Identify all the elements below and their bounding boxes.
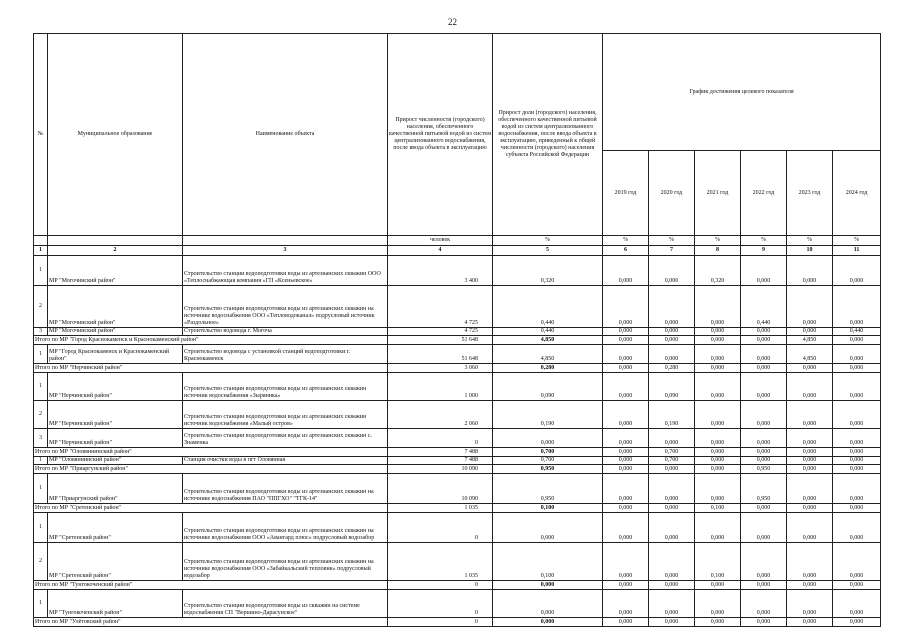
header-year: 2020 год	[649, 151, 695, 236]
year-value-cell: 0,000	[741, 513, 787, 543]
total-row	[34, 581, 881, 590]
column-number: 6	[603, 246, 649, 256]
header-year: 2021 год	[695, 151, 741, 236]
year-value-cell: 0,000	[787, 465, 833, 474]
year-value-cell: 0,000	[787, 401, 833, 429]
year-value-cell: 0,000	[833, 373, 881, 401]
year-value-cell: 0,000	[741, 373, 787, 401]
row-number: 2	[34, 401, 48, 429]
table-body	[34, 256, 881, 627]
population-growth-cell: 1 035	[388, 543, 493, 581]
unit-cell: %	[603, 236, 649, 246]
year-value-cell: 0,100	[695, 504, 741, 513]
year-value-cell: 0,440	[833, 328, 881, 336]
year-value-cell: 0,000	[603, 448, 649, 457]
column-number: 5	[493, 246, 603, 256]
year-value-cell: 0,190	[649, 401, 695, 429]
municipality-cell: МР "Могочинский район"	[48, 256, 183, 286]
population-growth-cell: 0	[388, 429, 493, 448]
population-growth-cell: 0	[388, 581, 493, 590]
share-growth-cell: 0,700	[493, 457, 603, 465]
year-value-cell: 0,000	[695, 448, 741, 457]
population-growth-cell: 2 060	[388, 401, 493, 429]
header-no: №	[34, 34, 48, 236]
year-value-cell: 0,000	[603, 457, 649, 465]
total-row	[34, 364, 881, 373]
year-value-cell: 0,000	[649, 286, 695, 328]
year-value-cell: 0,000	[695, 457, 741, 465]
municipality-cell: МР "Нерчинский район"	[48, 401, 183, 429]
share-growth-cell: 0,100	[493, 543, 603, 581]
year-value-cell: 0,000	[833, 256, 881, 286]
unit-cell: %	[493, 236, 603, 246]
total-label: Итого по МР "Город Краснокаменск и Краснокаменский район"	[34, 336, 388, 345]
table-row	[34, 328, 881, 336]
year-value-cell: 0,000	[695, 581, 741, 590]
object-name-cell: Строительство водовода с установкой станций водоподготовки г. Краснокаменск	[183, 345, 388, 364]
year-value-cell: 0,000	[603, 401, 649, 429]
column-number: 10	[787, 246, 833, 256]
column-number: 3	[183, 246, 388, 256]
population-growth-cell: 4 725	[388, 328, 493, 336]
share-growth-cell: 0,280	[493, 364, 603, 373]
year-value-cell: 0,000	[833, 448, 881, 457]
year-value-cell: 0,000	[833, 543, 881, 581]
year-value-cell: 0,000	[649, 590, 695, 618]
table-row	[34, 345, 881, 364]
year-value-cell: 0,000	[833, 364, 881, 373]
year-value-cell: 0,000	[787, 513, 833, 543]
year-value-cell: 0,000	[741, 429, 787, 448]
year-value-cell: 0,000	[833, 286, 881, 328]
target-indicator-table	[33, 33, 881, 627]
year-value-cell: 0,000	[833, 465, 881, 474]
year-value-cell: 0,000	[787, 286, 833, 328]
total-label: Итого по МР "Нерчинский район"	[34, 364, 388, 373]
year-value-cell: 0,000	[603, 465, 649, 474]
year-value-cell: 0,000	[603, 504, 649, 513]
year-value-cell: 0,000	[741, 504, 787, 513]
population-growth-cell: 0	[388, 618, 493, 627]
year-value-cell: 0,000	[741, 543, 787, 581]
total-label: Итого по МР "Улётовский район"	[34, 618, 388, 627]
year-value-cell: 0,000	[741, 256, 787, 286]
population-growth-cell: 1 000	[388, 373, 493, 401]
year-value-cell: 0,000	[695, 618, 741, 627]
year-value-cell: 0,000	[603, 373, 649, 401]
year-value-cell: 0,000	[695, 364, 741, 373]
year-value-cell: 0,000	[787, 504, 833, 513]
year-value-cell: 0,000	[833, 457, 881, 465]
share-growth-cell: 0,000	[493, 581, 603, 590]
row-number: 2	[34, 286, 48, 328]
population-growth-cell: 7 488	[388, 457, 493, 465]
year-value-cell: 0,000	[603, 336, 649, 345]
year-value-cell: 0,000	[695, 429, 741, 448]
year-value-cell: 0,000	[833, 581, 881, 590]
year-value-cell: 0,440	[741, 286, 787, 328]
population-growth-cell: 7 488	[388, 448, 493, 457]
population-growth-cell: 1 035	[388, 504, 493, 513]
year-value-cell: 0,000	[603, 364, 649, 373]
year-value-cell: 0,000	[603, 474, 649, 504]
table-row	[34, 543, 881, 581]
share-growth-cell: 0,190	[493, 401, 603, 429]
year-value-cell: 0,000	[741, 448, 787, 457]
year-value-cell: 0,000	[695, 328, 741, 336]
table-row	[34, 590, 881, 618]
row-number: 1	[34, 457, 48, 465]
year-value-cell: 0,000	[649, 513, 695, 543]
year-value-cell: 0,320	[695, 256, 741, 286]
year-value-cell: 0,000	[787, 373, 833, 401]
object-name-cell: Строительство водовода г. Могоча	[183, 328, 388, 336]
year-value-cell: 0,000	[787, 429, 833, 448]
municipality-cell: МР "Нерчинский район"	[48, 373, 183, 401]
municipality-cell: МР "Город Краснокаменск и Краснокаменский район"	[48, 345, 183, 364]
year-value-cell: 0,000	[787, 364, 833, 373]
year-value-cell: 0,700	[649, 457, 695, 465]
row-number: 1	[34, 513, 48, 543]
row-number: 1	[34, 256, 48, 286]
year-value-cell: 0,950	[741, 465, 787, 474]
total-row	[34, 504, 881, 513]
year-value-cell: 0,000	[695, 513, 741, 543]
header-year: 2024 год	[833, 151, 881, 236]
unit-cell	[34, 236, 48, 246]
year-value-cell: 4,850	[787, 345, 833, 364]
column-number: 9	[741, 246, 787, 256]
total-label: Итого по МР "Приаргунский район"	[34, 465, 388, 474]
municipality-cell: МР "Сретенский район"	[48, 513, 183, 543]
column-number: 11	[833, 246, 881, 256]
table-row	[34, 256, 881, 286]
year-value-cell: 0,000	[787, 581, 833, 590]
header-year: 2019 год	[603, 151, 649, 236]
year-value-cell: 0,000	[741, 581, 787, 590]
year-value-cell: 0,000	[833, 513, 881, 543]
object-name-cell: Станция очистки воды в пгт Оловянная	[183, 457, 388, 465]
year-value-cell: 0,000	[649, 504, 695, 513]
unit-cell	[183, 236, 388, 246]
header-year: 2023 год	[787, 151, 833, 236]
year-value-cell: 0,000	[603, 256, 649, 286]
year-value-cell: 0,000	[787, 590, 833, 618]
share-growth-cell: 0,090	[493, 373, 603, 401]
column-number: 4	[388, 246, 493, 256]
year-value-cell: 0,000	[833, 345, 881, 364]
year-value-cell: 0,000	[741, 401, 787, 429]
population-growth-cell: 10 090	[388, 465, 493, 474]
year-value-cell: 0,000	[603, 328, 649, 336]
population-growth-cell: 0	[388, 513, 493, 543]
share-growth-cell: 0,950	[493, 465, 603, 474]
row-number: 2	[34, 543, 48, 581]
municipality-cell: МР "Тунгокоченский район"	[48, 590, 183, 618]
year-value-cell: 0,090	[649, 373, 695, 401]
header-population-growth: Прирост численности (городского) населения, обеспеченного качественной питьевой водой из систем централизованного водоснабжения, после ввода объекта в эксплуатацию	[388, 34, 493, 236]
year-value-cell: 0,000	[695, 401, 741, 429]
unit-cell: %	[695, 236, 741, 246]
population-growth-cell: 51 648	[388, 336, 493, 345]
year-value-cell: 0,000	[695, 373, 741, 401]
year-value-cell: 0,000	[603, 581, 649, 590]
unit-cell: %	[787, 236, 833, 246]
page-number: 22	[448, 17, 457, 27]
population-growth-cell: 3 400	[388, 256, 493, 286]
municipality-cell: МР "Могочинский район"	[48, 328, 183, 336]
population-growth-cell: 0	[388, 590, 493, 618]
share-growth-cell: 0,000	[493, 618, 603, 627]
year-value-cell: 0,000	[787, 457, 833, 465]
year-value-cell: 0,000	[833, 618, 881, 627]
table-row	[34, 286, 881, 328]
unit-cell	[48, 236, 183, 246]
unit-cell: человек	[388, 236, 493, 246]
year-value-cell: 0,000	[741, 618, 787, 627]
table-row	[34, 513, 881, 543]
row-number: 3	[34, 328, 48, 336]
table-row	[34, 474, 881, 504]
year-value-cell: 0,000	[787, 256, 833, 286]
object-name-cell: Строительство станции водоподготовки воды из артезианских скважин на источнике водоснабжения ООО «Авангард плюс» подрусловый водозабор	[183, 513, 388, 543]
year-value-cell: 0,000	[741, 345, 787, 364]
share-growth-cell: 0,440	[493, 328, 603, 336]
year-value-cell: 0,000	[787, 448, 833, 457]
object-name-cell: Строительство станции водоподготовки воды из артезианских скважин источник водоснабжения «Малый остров»	[183, 401, 388, 429]
year-value-cell: 0,000	[649, 256, 695, 286]
year-value-cell: 0,000	[741, 590, 787, 618]
year-value-cell: 0,000	[695, 474, 741, 504]
year-value-cell: 0,000	[649, 465, 695, 474]
year-value-cell: 0,000	[603, 513, 649, 543]
row-number: 3	[34, 429, 48, 448]
year-value-cell: 0,000	[695, 336, 741, 345]
year-value-cell: 0,000	[695, 286, 741, 328]
year-value-cell: 0,000	[741, 364, 787, 373]
year-value-cell: 0,000	[833, 336, 881, 345]
year-value-cell: 0,000	[603, 590, 649, 618]
table-row	[34, 401, 881, 429]
share-growth-cell: 0,320	[493, 256, 603, 286]
row-number: 1	[34, 474, 48, 504]
year-value-cell: 0,000	[649, 328, 695, 336]
year-value-cell: 0,000	[833, 401, 881, 429]
table-row	[34, 373, 881, 401]
total-row	[34, 465, 881, 474]
year-value-cell: 0,000	[649, 474, 695, 504]
year-value-cell: 0,000	[695, 465, 741, 474]
unit-cell: %	[833, 236, 881, 246]
share-growth-cell: 0,100	[493, 504, 603, 513]
year-value-cell: 0,280	[649, 364, 695, 373]
year-value-cell: 0,000	[833, 474, 881, 504]
year-value-cell: 0,950	[741, 474, 787, 504]
year-value-cell: 0,000	[787, 618, 833, 627]
year-value-cell: 4,850	[787, 336, 833, 345]
population-growth-cell: 10 090	[388, 474, 493, 504]
year-value-cell: 0,000	[649, 429, 695, 448]
row-number: 1	[34, 345, 48, 364]
total-row	[34, 336, 881, 345]
year-value-cell: 0,000	[741, 328, 787, 336]
header-schedule: График достижения целевого показателя	[603, 34, 881, 151]
share-growth-cell: 0,000	[493, 429, 603, 448]
year-value-cell: 0,000	[741, 457, 787, 465]
table-row	[34, 429, 881, 448]
column-number: 2	[48, 246, 183, 256]
header-object: Наименование объекта	[183, 34, 388, 236]
header-year: 2022 год	[741, 151, 787, 236]
year-value-cell: 0,000	[787, 328, 833, 336]
population-growth-cell: 51 648	[388, 345, 493, 364]
share-growth-cell: 0,000	[493, 513, 603, 543]
object-name-cell: Строительство станции водоподготовки воды из артезианских скважин источник водоснабжения «Зыряника»	[183, 373, 388, 401]
object-name-cell: Строительство станции водоподготовки воды из скважин на системе водоснабжения СП "Вершино-Дарасунское"	[183, 590, 388, 618]
row-number: 1	[34, 590, 48, 618]
year-value-cell: 0,000	[603, 618, 649, 627]
share-growth-cell: 0,700	[493, 448, 603, 457]
year-value-cell: 0,000	[787, 474, 833, 504]
year-value-cell: 0,000	[741, 336, 787, 345]
municipality-cell: МР "Приаргунский район"	[48, 474, 183, 504]
column-number: 1	[34, 246, 48, 256]
year-value-cell: 0,000	[603, 286, 649, 328]
unit-cell: %	[649, 236, 695, 246]
year-value-cell: 0,700	[649, 448, 695, 457]
total-row	[34, 618, 881, 627]
share-growth-cell: 0,950	[493, 474, 603, 504]
municipality-cell: МР "Нерчинский район"	[48, 429, 183, 448]
unit-cell: %	[741, 236, 787, 246]
total-label: Итого по МР "Тунгокоченский район"	[34, 581, 388, 590]
year-value-cell: 0,100	[695, 543, 741, 581]
year-value-cell: 0,000	[603, 345, 649, 364]
row-number: 1	[34, 373, 48, 401]
year-value-cell: 0,000	[695, 345, 741, 364]
total-label: Итого по МР "Сретенский район"	[34, 504, 388, 513]
year-value-cell: 0,000	[695, 590, 741, 618]
year-value-cell: 0,000	[787, 543, 833, 581]
object-name-cell: Строительство станции водоподготовки воды из артезианских скважин ООО «Теплоснабжающая компания «ГП «Ксеньевское»	[183, 256, 388, 286]
object-name-cell: Строительство станции водоподготовки воды из артезианских скважин с. Знаменка	[183, 429, 388, 448]
total-label: Итого по МР "Оловяннинский район"	[34, 448, 388, 457]
year-value-cell: 0,000	[649, 543, 695, 581]
table-row	[34, 457, 881, 465]
population-growth-cell: 4 725	[388, 286, 493, 328]
year-value-cell: 0,000	[603, 543, 649, 581]
total-row	[34, 448, 881, 457]
municipality-cell: МР "Оловяннинский район"	[48, 457, 183, 465]
share-growth-cell: 4,850	[493, 336, 603, 345]
year-value-cell: 0,000	[649, 581, 695, 590]
municipality-cell: МР "Сретенский район"	[48, 543, 183, 581]
object-name-cell: Строительство станции водоподготовки воды из артезианских скважин на источнике водоснабжения ООО «Тепловодоканал» подрусловый источник «Раздольное»	[183, 286, 388, 328]
municipality-cell: МР "Могочинский район"	[48, 286, 183, 328]
year-value-cell: 0,000	[603, 429, 649, 448]
year-value-cell: 0,000	[833, 504, 881, 513]
year-value-cell: 0,000	[833, 590, 881, 618]
header-municipality: Муниципальное образование	[48, 34, 183, 236]
year-value-cell: 0,000	[833, 429, 881, 448]
share-growth-cell: 4,850	[493, 345, 603, 364]
column-number: 8	[695, 246, 741, 256]
object-name-cell: Строительство станции водоподготовки воды из артезианских скважин на источнике водоснабжения ООО «Забайкальский тепловик» подрусловый водозабор	[183, 543, 388, 581]
year-value-cell: 0,000	[649, 336, 695, 345]
population-growth-cell: 3 060	[388, 364, 493, 373]
share-growth-cell: 0,440	[493, 286, 603, 328]
object-name-cell: Строительство станции водоподготовки воды из артезианских скважин на источнике водоснабжения ПАО "ППГХО" "ТГК-14"	[183, 474, 388, 504]
header-share-growth: Прирост доли (городского) населения, обеспеченного качественной питьевой водой из систем централизованного водоснабжения, после ввода объекта в эксплуатацию, приведенный к общей численности (городского) населения субъекта Российской Федерации	[493, 34, 603, 236]
share-growth-cell: 0,000	[493, 590, 603, 618]
year-value-cell: 0,000	[649, 345, 695, 364]
year-value-cell: 0,000	[649, 618, 695, 627]
column-number: 7	[649, 246, 695, 256]
